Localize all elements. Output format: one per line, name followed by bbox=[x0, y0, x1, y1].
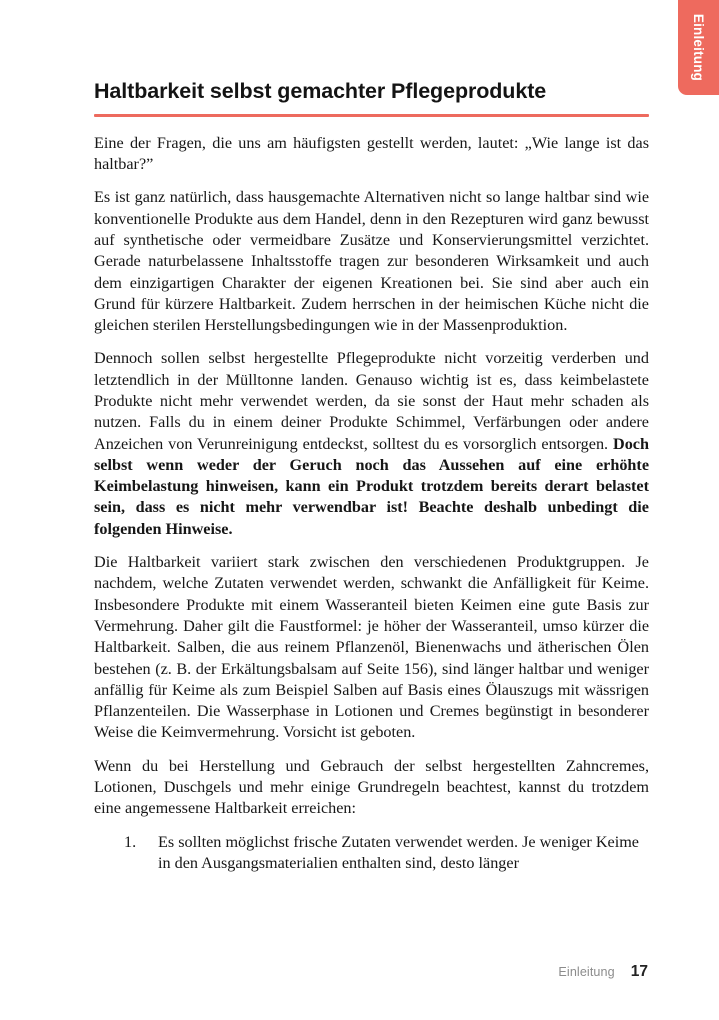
list-item-text: Es sollten möglichst frische Zutaten verwendet werden. Je weniger Keime in den Ausgangsmaterialien enthalten sind, desto länger bbox=[158, 832, 639, 872]
rules-list bbox=[94, 832, 649, 875]
paragraph bbox=[94, 348, 649, 540]
footer-section-name: Einleitung bbox=[558, 965, 615, 979]
list-item bbox=[94, 832, 649, 875]
page-title: Haltbarkeit selbst gemachter Pflegeprodukte bbox=[94, 79, 547, 103]
plain-text: Die Haltbarkeit variiert stark zwischen den verschiedenen Produktgruppen. Je nachdem, welche Zutaten verwendet werden, schwankt die Anfälligkeit für Keime. Insbesondere Produkte mit einem Wasseranteil bieten Keimen eine gute Basis zur Vermehrung. Daher gilt die Faustformel: je höher der Wasseranteil, umso kürzer die Haltbarkeit. Salben, die aus reinem Pflanzenöl, Bienenwachs und ätherischen Ölen bestehen (z. B. der Erkältungsbalsam auf Seite 156), sind länger haltbar und weniger anfällig für Keime als zum Beispiel Salben auf Basis eines Ölauszugs mit wässrigen Pflanzenteilen. Die Wasserphase in Lotionen und Cremes begünstigt in besonderer Weise die Keimvermehrung. Vorsicht ist geboten. bbox=[94, 553, 649, 742]
list-item-number: 1. bbox=[124, 832, 137, 851]
plain-text: Wenn du bei Herstellung und Gebrauch der selbst hergestellten Zahncremes, Lotionen, Duschgels und mehr einige Grundregeln beachtest, kannst du trotzdem eine angemessene Haltbarkeit erreichen: bbox=[94, 756, 649, 818]
section-thumb-tab bbox=[678, 0, 719, 95]
section-thumb-tab-label: Einleitung bbox=[691, 13, 706, 82]
body-copy bbox=[94, 117, 649, 875]
paragraph bbox=[94, 133, 649, 176]
paragraph bbox=[94, 187, 649, 336]
plain-text: Es ist ganz natürlich, dass hausgemachte Alternativen nicht so lange haltbar sind wie konventionelle Produkte aus dem Handel, denn in den Rezepturen wird ganz bewusst auf synthetische oder vermeidbare Zusätze und Konservierungsmittel verzichtet. Gerade naturbelassene Inhaltsstoffe tragen zur besonderen Wirksamkeit und auch dem einzigartigen Charakter der eigenen Kreationen bei. Sie sind aber auch ein Grund für kürzere Haltbarkeit. Zudem herrschen in der heimischen Küche nicht die gleichen sterilen Herstellungsbedingungen wie in der Massenproduktion. bbox=[94, 188, 649, 335]
footer-page-number: 17 bbox=[630, 963, 648, 980]
paragraph bbox=[94, 552, 649, 744]
emphasis-text: Doch selbst wenn weder der Geruch noch das Aussehen auf eine erhöhte Keimbelastung hinweisen, kann ein Produkt trotzdem bereits derart belastet sein, dass es nicht mehr verwendbar ist! Beachte deshalb unbedingt die folgenden Hinweise. bbox=[94, 434, 649, 538]
plain-text: Eine der Fragen, die uns am häufigsten gestellt werden, lautet: „Wie lange ist das haltbar?” bbox=[94, 133, 649, 174]
plain-text: Dennoch sollen selbst hergestellte Pflegeprodukte nicht vorzeitig verderben und letztendlich in der Mülltonne landen. Genauso wichtig ist es, dass keimbelastete Produkte nicht mehr verwendet werden, da sie sonst der Haut mehr schaden als nutzen. Falls du in einem deiner Produkte Schimmel, Verfärbungen oder andere Anzeichen von Verunreinigung entdeckst, solltest du es vorsorglich entsorgen. bbox=[94, 349, 649, 453]
page-footer bbox=[0, 963, 719, 981]
page-content bbox=[94, 0, 649, 884]
paragraph bbox=[94, 756, 649, 820]
